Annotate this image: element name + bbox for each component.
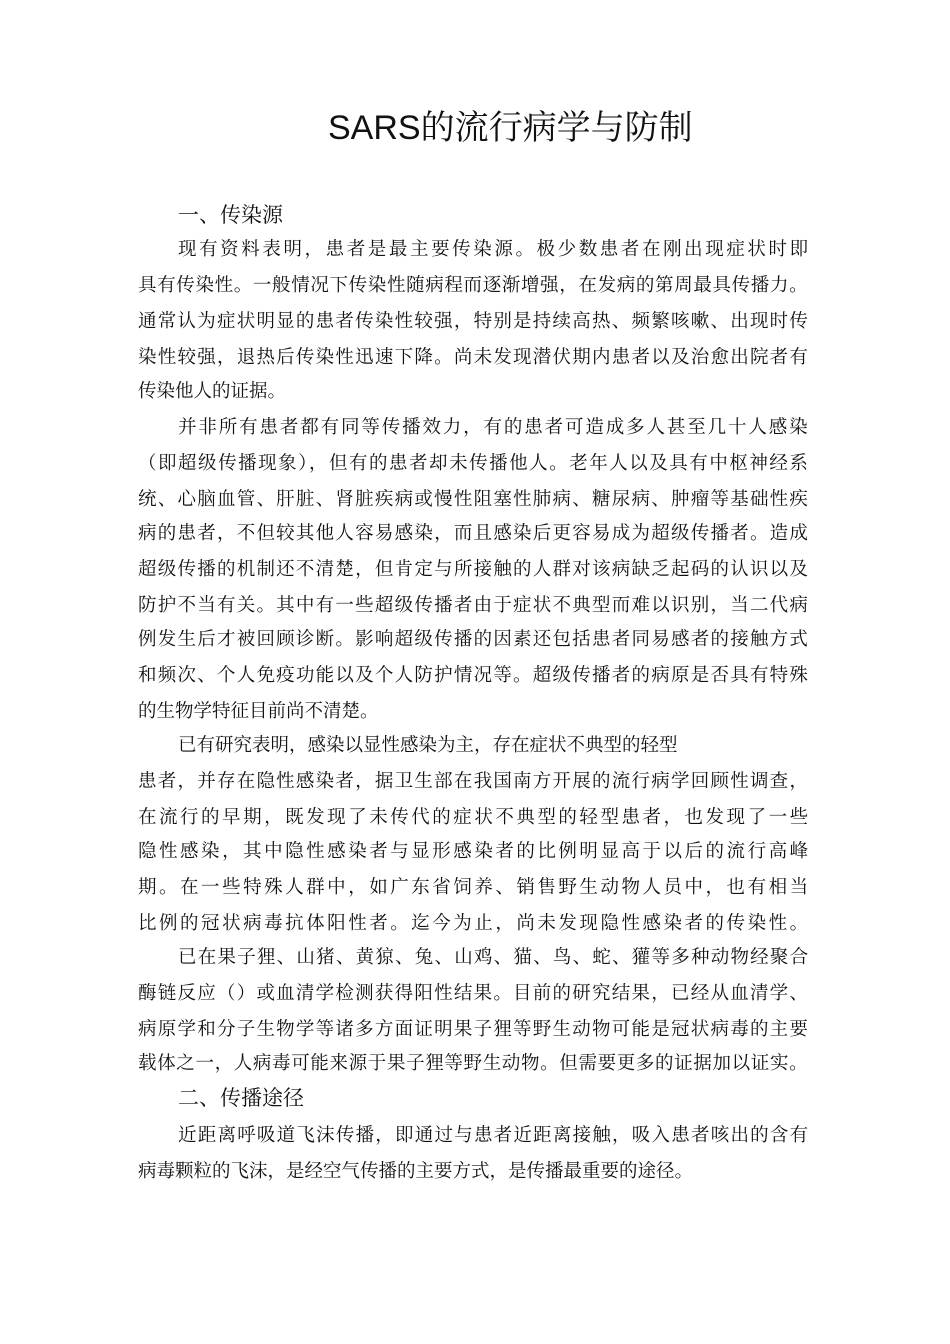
paragraph-line: 已有研究表明，感染以显性感染为主，存在症状不典型的轻型: [178, 735, 678, 756]
paragraph-line: 在流行的早期，既发现了未传代的症状不典型的轻型患者，也发现了一些: [138, 807, 811, 828]
paragraph-line: 病原学和分子生物学等诸多方面证明果子狸等野生动物可能是冠状病毒的主要: [138, 1019, 810, 1040]
paragraph-line: 通常认为症状明显的患者传染性较强，特别是持续高热、频繁咳嗽、出现时传: [138, 311, 810, 332]
paragraph-line: 已在果子狸、山猪、黄猄、兔、山鸡、猫、鸟、蛇、獾等多种动物经聚合: [178, 947, 810, 968]
document-title: [328, 104, 693, 152]
paragraph-line: 近距离呼吸道飞沫传播，即通过与患者近距离接触，吸入患者咳出的含有: [178, 1125, 810, 1146]
paragraph-line: 例发生后才被回顾诊断。影响超级传播的因素还包括患者同易感者的接触方式: [138, 629, 810, 650]
paragraph-line: 酶链反应（）或血清学检测获得阳性结果。目前的研究结果，已经从血清学、: [138, 983, 810, 1004]
paragraph-line: 染性较强，退热后传染性迅速下降。尚未发现潜伏期内患者以及治愈出院者有: [138, 347, 810, 368]
title-latin: SARS: [328, 109, 421, 147]
paragraph-line: 病的患者，不但较其他人容易感染，而且感染后更容易成为超级传播者。造成: [138, 523, 810, 544]
paragraph-line: 载体之一，人病毒可能来源于果子狸等野生动物。但需要更多的证据加以证实。: [138, 1053, 809, 1074]
section-heading: 二、传播途径: [178, 1086, 304, 1110]
paragraph-line: 具有传染性。一般情况下传染性随病程而逐渐增强，在发病的第周最具传播力。: [138, 275, 809, 296]
paragraph-line: 病毒颗粒的飞沫，是经空气传播的主要方式，是传播最重要的途径。: [138, 1161, 694, 1182]
paragraph-line: 和频次、个人免疫功能以及个人防护情况等。超级传播者的病原是否具有特殊: [138, 665, 810, 686]
paragraph-line: 超级传播的机制还不清楚，但肯定与所接触的人群对该病缺乏起码的认识以及: [138, 559, 810, 580]
paragraph-line: （即超级传播现象），但有的患者却未传播他人。老年人以及具有中枢神经系: [138, 453, 810, 474]
paragraph-line: 防护不当有关。其中有一些超级传播者由于症状不典型而难以识别，当二代病: [138, 595, 810, 616]
paragraph-line: 期。在一些特殊人群中，如广东省饲养、销售野生动物人员中，也有相当: [138, 877, 811, 898]
section-heading: 一、传染源: [178, 203, 283, 227]
paragraph-line: 隐性感染，其中隐性感染者与显形感染者的比例明显高于以后的流行高峰: [138, 841, 811, 862]
paragraph-line: 传染他人的证据。: [138, 381, 287, 402]
paragraph-line: 患者，并存在隐性感染者，据卫生部在我国南方开展的流行病学回顾性调查，: [138, 771, 810, 792]
paragraph-line: 的生物学特征目前尚不清楚。: [138, 701, 379, 722]
paragraph-line: 并非所有患者都有同等传播效力，有的患者可造成多人甚至几十人感染: [178, 417, 810, 438]
paragraph-line: 比例的冠状病毒抗体阳性者。迄今为止，尚未发现隐性感染者的传染性。: [138, 913, 811, 934]
paragraph-line: 现有资料表明，患者是最主要传染源。极少数患者在刚出现症状时即: [178, 239, 811, 260]
title-cjk: 的流行病学与防制: [420, 108, 693, 148]
paragraph-line: 统、心脑血管、肝脏、肾脏疾病或慢性阻塞性肺病、糖尿病、肿瘤等基础性疾: [138, 489, 810, 510]
